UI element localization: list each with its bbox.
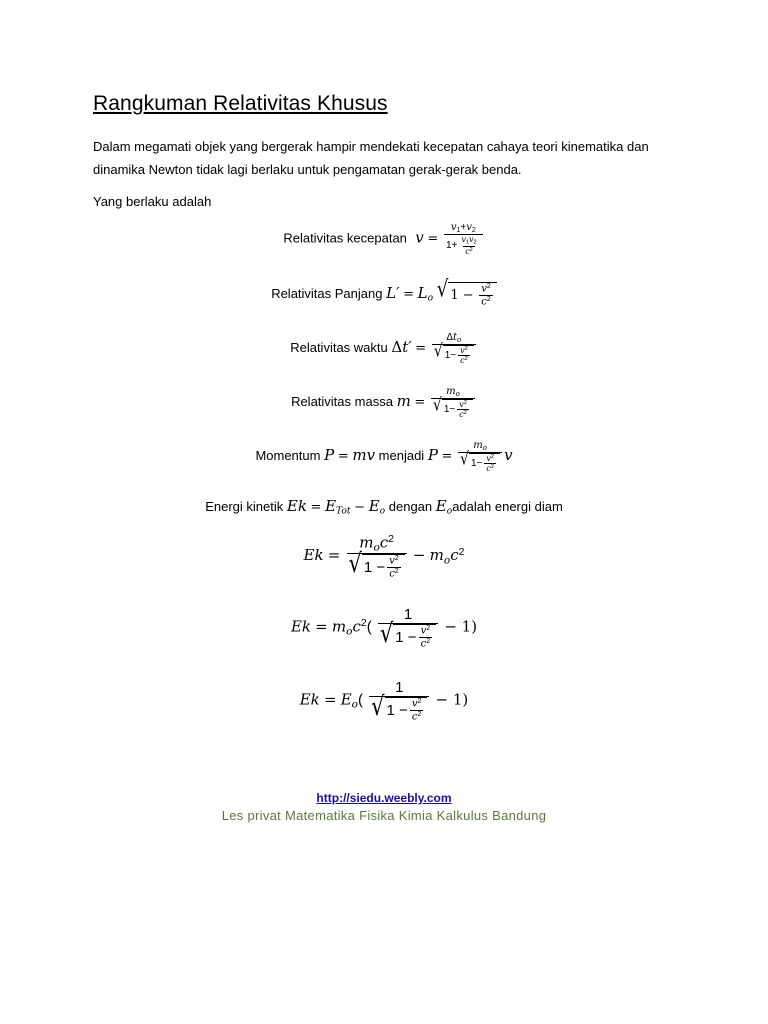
formula-waktu: Relativitas waktu Δt′ = $\Delta t_o$ √ 1− $\frac{v^2}{c^2}$ (0, 332, 768, 365)
waktu-label: Relativitas waktu (290, 339, 388, 355)
formula-energi: Energi kinetik $Ek = E_{Tot} - E_o$ dengan $E_oadalah$ energi diam (205, 497, 563, 517)
energi-end: adalah energi diam (452, 499, 563, 514)
ek-equation-2: $Ek = m_oc^2$( 1 √ 1 − $\frac{v^2}{c^2}$ − 1) (290, 606, 478, 649)
panjang-label: Relativitas Panjang (271, 285, 383, 301)
kecepatan-fraction: $v_1+v_2$ 1+ $\frac{v_1v_2}{c^2}$ (444, 222, 483, 256)
formula-massa: Relativitas massa m = $m_o$ √ 1− $\frac{v^2}{c^2}$ (0, 386, 768, 419)
kecepatan-label: Relativitas kecepatan (283, 230, 407, 246)
footer-link[interactable]: http://siedu.weebly.com (316, 791, 452, 805)
berlaku-text: Yang berlaku adalah (93, 194, 212, 209)
intro-line-1: Dalam megamati objek yang bergerak hampir mendekati kecepatan cahaya teori kinematika dan (93, 139, 649, 154)
intro-line-2: dinamika Newton tidak lagi berlaku untuk pengamatan gerak-gerak benda. (93, 162, 522, 177)
energi-mid: dengan (388, 499, 433, 514)
intro-paragraph (93, 135, 649, 181)
formula-kecepatan: Relativitas kecepatan v = $v_1+v_2$ 1+ $\frac{v_1v_2}{c^2}$ (0, 222, 768, 256)
page-title: Rangkuman Relativitas Khusus (93, 92, 388, 115)
momentum-mid: menjadi (378, 447, 425, 463)
ek-equation-3: $Ek = E_o$( 1 √ 1 − $\frac{v^2}{c^2}$ − 1) (299, 679, 469, 722)
formula-panjang: Relativitas Panjang $L' = L_o$ √ 1 − $\frac{v^2}{c^2}$ (0, 282, 768, 307)
ek-equation-1: Ek = $m_oc^2$ √ 1 − $\frac{v^2}{c^2}$ − $m_oc^2$ (303, 533, 465, 580)
footer-tagline: Les privat Matematika Fisika Kimia Kalkulus Bandung (221, 808, 547, 823)
footer-link-row (0, 790, 768, 805)
massa-label: Relativitas massa (291, 393, 393, 409)
formula-momentum: Momentum P = mv menjadi P = $m_o$ √ 1− $\frac{v^2}{c^2}$ v (255, 440, 513, 474)
energi-label: Energi kinetik (205, 499, 284, 514)
momentum-label: Momentum (255, 447, 321, 463)
